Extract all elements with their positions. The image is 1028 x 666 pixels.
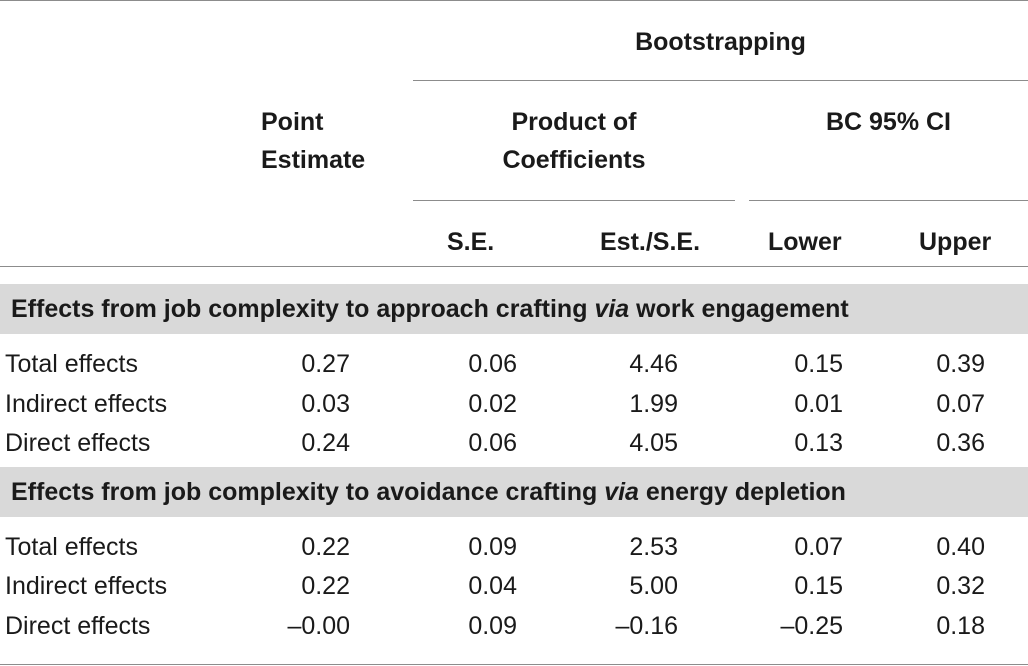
cell-upper: 0.39: [936, 350, 985, 378]
cell-se: 0.09: [468, 533, 517, 561]
cell-lower: 0.01: [794, 390, 843, 418]
cell-point: 0.03: [301, 390, 350, 418]
header-product-line2: Coefficients: [502, 146, 646, 174]
cell-lower: 0.13: [794, 429, 843, 457]
cell-upper: 0.07: [936, 390, 985, 418]
cell-point: –0.00: [287, 612, 350, 640]
header-bootstrapping: Bootstrapping: [635, 28, 806, 56]
cell-lower: –0.25: [780, 612, 843, 640]
header-point-estimate-line2: Estimate: [261, 146, 366, 174]
cell-upper: 0.32: [936, 572, 985, 600]
cell-se: 0.04: [468, 572, 517, 600]
cell-est-se: 4.05: [629, 429, 678, 457]
cell-lower: 0.07: [794, 533, 843, 561]
cell-point: 0.22: [301, 572, 350, 600]
header-se: S.E.: [447, 228, 495, 256]
section-title-avoidance: Effects from job complexity to avoidance crafting via energy depletion: [11, 478, 846, 506]
header-est-se: Est./S.E.: [600, 228, 701, 256]
bottom-rule: [0, 664, 1028, 665]
cell-se: 0.06: [468, 429, 517, 457]
cell-est-se: –0.16: [615, 612, 678, 640]
header-point-estimate-line1: Point: [261, 108, 324, 136]
cell-point: 0.22: [301, 533, 350, 561]
cell-se: 0.02: [468, 390, 517, 418]
section-band-approach: [0, 284, 1028, 334]
section-title-approach: Effects from job complexity to approach crafting via work engagement: [11, 295, 849, 323]
section-band-avoidance: [0, 467, 1028, 517]
row-label: Indirect effects: [5, 390, 168, 418]
header-lower: Lower: [768, 228, 842, 256]
cell-est-se: 5.00: [629, 572, 678, 600]
row-label: Direct effects: [5, 429, 151, 457]
cell-lower: 0.15: [794, 572, 843, 600]
row-label: Total effects: [5, 350, 138, 378]
cell-est-se: 2.53: [629, 533, 678, 561]
header-product-line1: Product of: [511, 108, 637, 136]
cell-point: 0.27: [301, 350, 350, 378]
cell-upper: 0.40: [936, 533, 985, 561]
row-label: Total effects: [5, 533, 138, 561]
cell-est-se: 1.99: [629, 390, 678, 418]
cell-upper: 0.18: [936, 612, 985, 640]
cell-se: 0.06: [468, 350, 517, 378]
cell-lower: 0.15: [794, 350, 843, 378]
row-label: Indirect effects: [5, 572, 168, 600]
cell-upper: 0.36: [936, 429, 985, 457]
bootstrapping-rule: [413, 80, 1028, 81]
header-bc-ci: BC 95% CI: [825, 108, 952, 136]
cell-point: 0.24: [301, 429, 350, 457]
ci-rule: [749, 200, 1028, 201]
header-upper: Upper: [919, 228, 992, 256]
cell-est-se: 4.46: [629, 350, 678, 378]
cell-se: 0.09: [468, 612, 517, 640]
product-rule: [413, 200, 735, 201]
top-rule: [0, 0, 1028, 1]
row-label: Direct effects: [5, 612, 151, 640]
header-bottom-rule: [0, 266, 1028, 267]
